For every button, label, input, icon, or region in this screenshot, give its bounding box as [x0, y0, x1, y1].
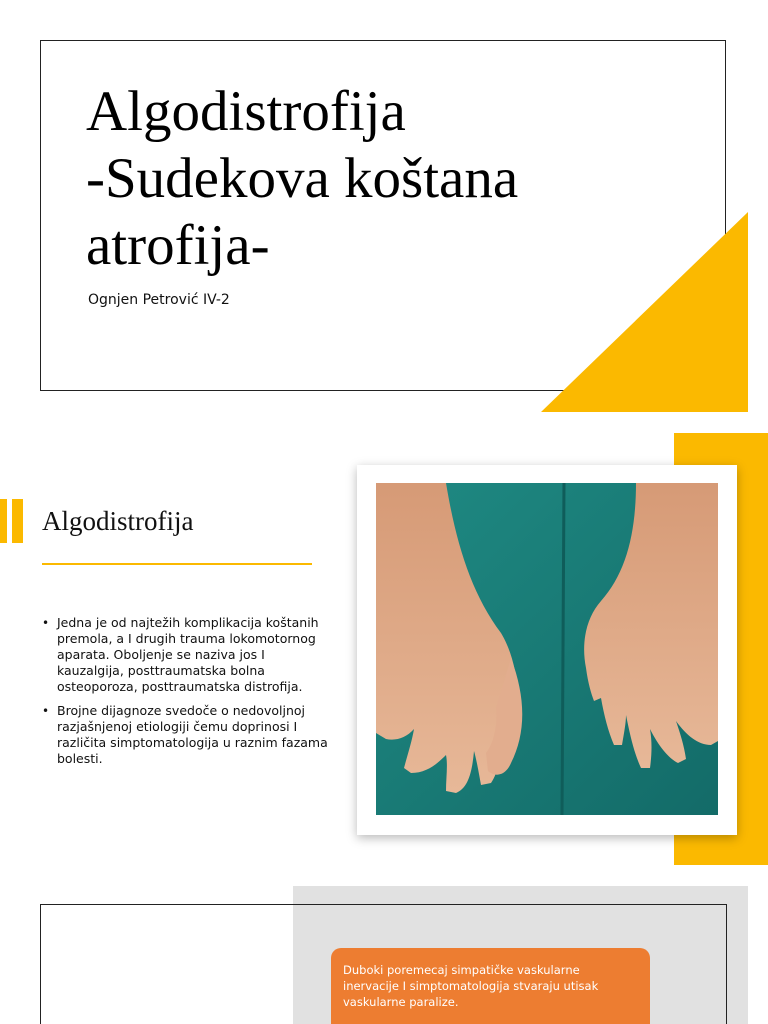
bullet-list — [40, 615, 330, 775]
photo-card — [357, 465, 737, 835]
title-slide — [0, 0, 768, 415]
callout-box — [331, 948, 650, 1024]
callout-text: Duboki poremecaj simpatičke vaskularne inervacije I simptomatologija stvaraju utisak vaskularne paralize. — [343, 963, 599, 1009]
title-line: Algodistrofija — [86, 80, 406, 143]
author-subtitle: Ognjen Petrović IV-2 — [88, 292, 230, 308]
heading-underline — [42, 563, 312, 565]
page-title — [86, 78, 646, 279]
title-line: -Sudekova koštana — [86, 147, 519, 210]
callout-slide — [0, 886, 768, 1024]
hands-photo — [376, 483, 718, 815]
bullet-text: Jedna je od najtežih komplikacija koštanih premola, a I drugih trauma lokomotornog aparata. Oboljenje se naziva jos I kauzalgija, posttraumatska bolna osteoporoza, posttraumatska distrofija. — [57, 615, 319, 694]
list-item — [40, 615, 330, 695]
title-line: atrofija- — [86, 214, 270, 277]
accent-bar — [12, 499, 23, 543]
slide-heading: Algodistrofija — [42, 506, 194, 536]
list-item — [40, 703, 330, 767]
accent-bar — [0, 499, 7, 543]
bullet-icon: • — [42, 616, 50, 630]
bullet-icon: • — [42, 704, 50, 718]
bullet-text: Brojne dijagnoze svedoče o nedovoljnoj razjašnjenoj etiologiji čemu doprinosi I različita simptomatologija u raznim fazama bolesti. — [57, 703, 328, 766]
content-slide — [0, 432, 768, 868]
